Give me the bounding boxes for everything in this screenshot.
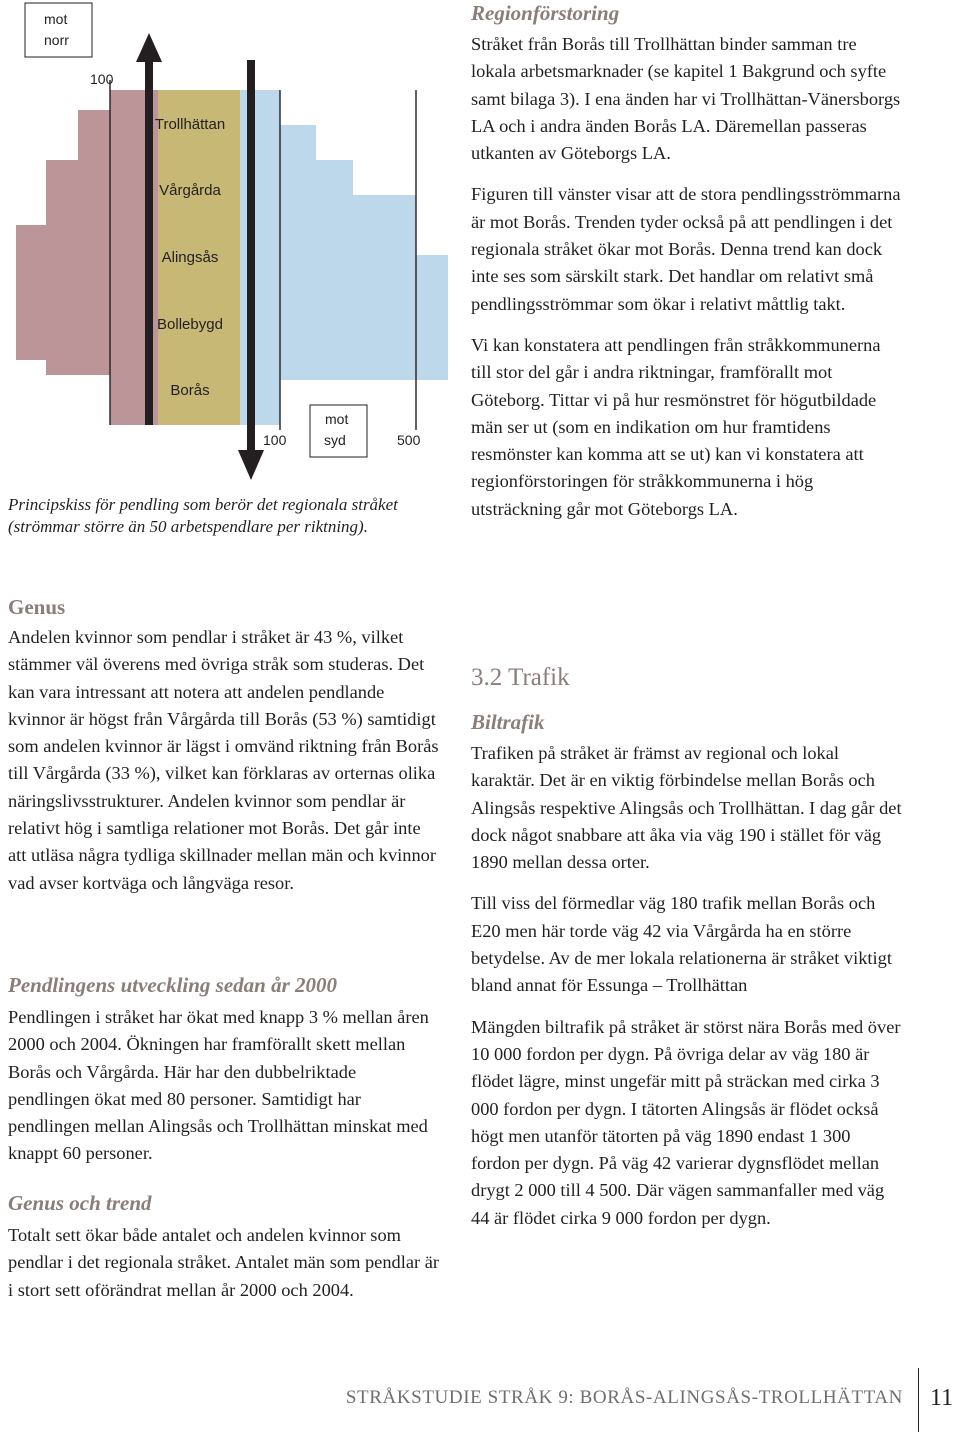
south-flow-area: [240, 90, 448, 425]
town-label: Alingsås: [161, 249, 219, 266]
south-label-line2: syd: [324, 432, 346, 448]
section-pendlingens-utveckling: [8, 972, 440, 1168]
section-heading: Genus: [8, 595, 66, 619]
section-heading: Genus och trend: [8, 1191, 152, 1215]
section-regionforstoring: [471, 0, 903, 523]
paragraph: Vi kan konstatera att pendlingen från stråkkommunerna till stor del går i andra riktningar, framförallt mot Göteborg. Tittar vi på hur resmönstret för högutbildade män ser ut (som en indikation om hur framtidens resmönster kan komma att se ut) kan vi konstatera att regionförstoringen för stråkkommunerna i hög utsträckning går mot Göteborgs LA.: [471, 334, 881, 519]
section-biltrafik: [471, 709, 903, 1232]
commuting-diagram-svg: [8, 0, 448, 480]
north-flow-area: [16, 90, 158, 425]
scale-label-bottom-left: 100: [263, 432, 287, 448]
town-label: Vårgårda: [159, 182, 221, 199]
footer-divider: [918, 1368, 919, 1432]
page-number: 11: [930, 1385, 954, 1411]
section-heading: Pendlingens utveckling sedan år 2000: [8, 973, 338, 997]
north-label-line1: mot: [44, 11, 68, 27]
diagram-caption: Principskiss för pendling som berör det regionala stråket (strömmar större än 50 arbetspendlare per riktning).: [8, 495, 398, 536]
paragraph: Totalt sett ökar både antalet och andelen kvinnor som pendlar i det regionala stråket. Antalet män som pendlar är i stort sett oförändrat mellan år 2000 och 2004.: [8, 1225, 440, 1300]
section-title-trafik: 3.2 Trafik: [471, 664, 570, 691]
section-genus: [8, 594, 440, 897]
paragraph: Stråket från Borås till Trollhättan binder samman tre lokala arbetsmarknader (se kapitel 1 Bakgrund och syfte samt bilaga 3). I ena änden har vi Trollhättan-Vänersborgs LA och i andra änden Borås LA. Däremellan passeras utkanten av Göteborgs LA.: [471, 34, 901, 164]
paragraph: Figuren till vänster visar att de stora pendlingsströmmarna är mot Borås. Trenden tyder också på att pendlingen i det regionala stråket ökar mot Borås. Denna trend kan dock inte ses som särskilt stark. Det handlar om relativt små pendlingsströmmar som ökar i relativt måttlig takt.: [471, 184, 901, 314]
paragraph: Till viss del förmedlar väg 180 trafik mellan Borås och E20 men här torde väg 42 via Vårgårda ha en större betydelse. Av de mer lokala relationerna är stråket viktigt bland annat för Essunga – Trollhättan: [471, 893, 892, 996]
paragraph: Trafiken på stråket är främst av regional och lokal karaktär. Det är en viktig förbindelse mellan Borås och Alingsås respektive Alingsås och Trollhättan. I dag går det dock något snabbare att åka via väg 190 i stället för väg 1890 mellan dessa orter.: [471, 743, 902, 873]
north-arrow-head: [136, 33, 162, 62]
town-label: Trollhättan: [154, 116, 226, 133]
north-label-line2: norr: [44, 32, 69, 48]
section-heading: Regionförstoring: [471, 1, 620, 25]
scale-label-left: 100: [90, 71, 114, 87]
town-label: Borås: [170, 382, 210, 399]
section-heading: Biltrafik: [471, 710, 545, 734]
town-label: Bollebygd: [157, 316, 223, 333]
south-label-line1: mot: [325, 411, 349, 427]
paragraph: Pendlingen i stråket har ökat med knapp 3 % mellan åren 2000 och 2004. Ökningen har framförallt skett mellan Borås och Vårgårda. Här har den dubbelriktade pendlingen ökat med 80 personer. Samtidigt har pendlingen mellan Alingsås och Trollhättan minskat med knappt 60 personer.: [8, 1007, 429, 1164]
paragraph: Mängden biltrafik på stråket är störst nära Borås med över 10 000 fordon per dygn. På övriga delar av väg 180 är flödet lägre, minst ungefär mitt på sträckan med cirka 3 000 fordon per dygn. I tätorten Alingsås är flödet också högt men utanför tätorten på väg 1890 endast 1 300 fordon per dygn. På väg 42 varierar dygnsflödet mellan drygt 2 000 till 4 500. Där vägen sammanfaller med väg 44 är flödet cirka 9 000 fordon per dygn.: [471, 1016, 901, 1228]
paragraph: Andelen kvinnor som pendlar i stråket är 43 %, vilket stämmer väl överens med övriga stråk som studeras. Det kan vara intressant att notera att andelen pendlande kvinnor är högst från Vårgårda till Borås (53 %) samtidigt som andelen kvinnor är lägst i omvänd riktning från Borås till Vårgårda (33 %), vilket kan förklaras av orternas olika näringslivsstrukturer. Andelen kvinnor som pendlar är relativt hög i samtliga relationer mot Borås. Det går inte att utläsa några tydliga skillnader mellan män och kvinnor vad avser kortväga och långväga resor.: [8, 627, 439, 893]
commuting-diagram: [8, 0, 448, 480]
footer-title: STRÅKSTUDIE STRÅK 9: BORÅS-ALINGSÅS-TROLLHÄTTAN: [345, 1387, 903, 1408]
south-arrow-head: [238, 450, 264, 480]
scale-label-bottom-right: 500: [397, 432, 421, 448]
section-genus-och-trend: [8, 1190, 440, 1304]
